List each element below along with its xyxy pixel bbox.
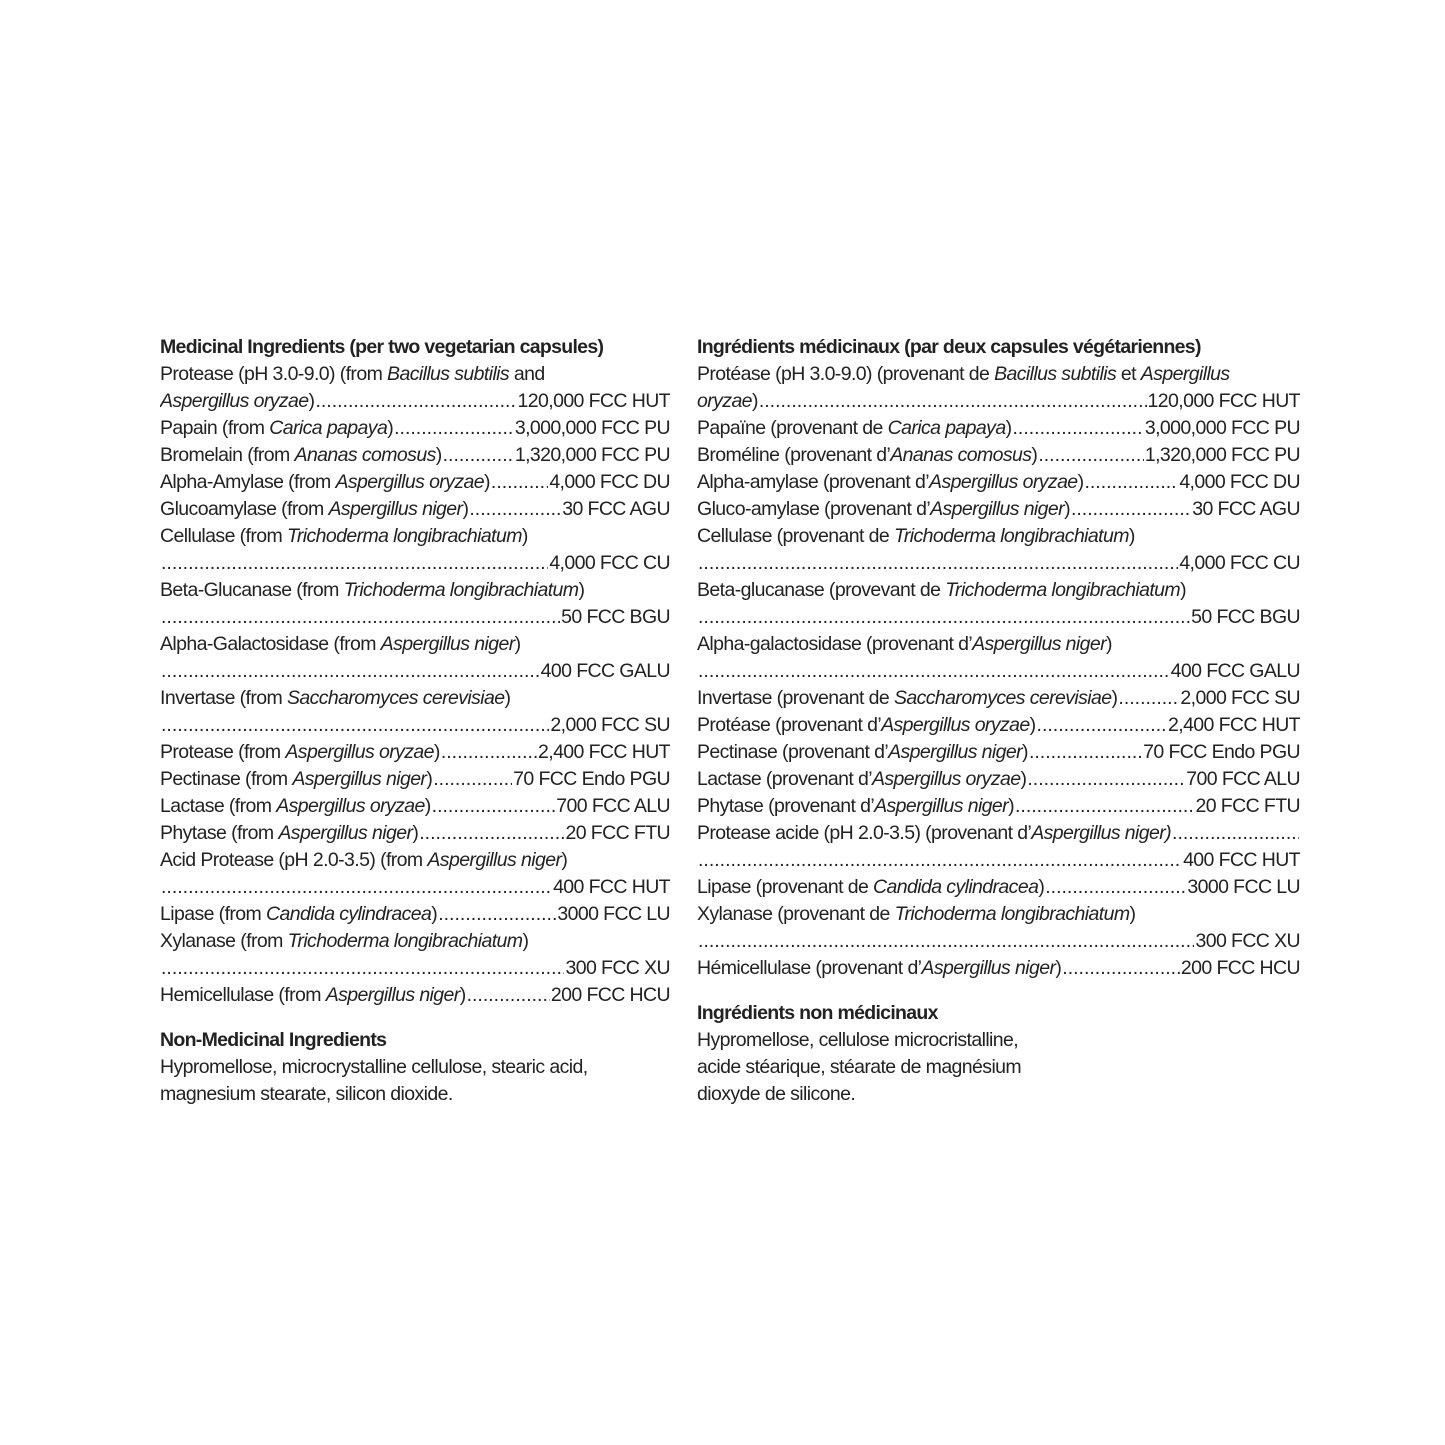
latin-name: Bacillus subtilis <box>387 363 510 385</box>
ingredient-text: ) <box>1022 741 1028 763</box>
dot-leader <box>1012 415 1143 442</box>
ingredient-text: ) <box>1031 444 1038 466</box>
ingredient-amount: 2,000 FCC SU <box>1180 687 1300 709</box>
latin-name: Aspergillus niger <box>427 849 562 871</box>
english-column <box>160 334 670 1108</box>
dot-leader <box>432 793 556 820</box>
ingredient-amount: 300 FCC XU <box>565 957 670 979</box>
ingredient-text-line <box>697 631 1300 658</box>
latin-name: Ananas comosus <box>294 444 436 466</box>
medicinal-ingredients-list <box>160 361 670 1009</box>
dot-leader <box>698 550 1178 577</box>
ingredient-name <box>160 496 468 523</box>
latin-name: Aspergillus niger <box>972 633 1107 655</box>
ingredient-text-line <box>160 928 670 955</box>
medicinal-ingredients-heading: Medicinal Ingredients (per two vegetarian capsules) <box>160 336 604 358</box>
ingredient-name <box>697 712 1036 739</box>
ingredient-text: Alpha-galactosidase (provenant d’ <box>697 633 973 655</box>
ingredient-entry <box>160 820 670 847</box>
ingredient-text: Lactase (provenant d’ <box>697 768 872 790</box>
section-gap <box>160 1009 670 1027</box>
ingredient-entry <box>697 496 1300 523</box>
ingredient-entry <box>697 820 1300 847</box>
latin-name: Aspergillus niger <box>292 768 427 790</box>
ingredient-amount: 20 FCC FTU <box>565 822 670 844</box>
ingredient-amount: 20 FCC FTU <box>1195 795 1300 817</box>
ingredient-amount: 3,000,000 FCC PU <box>1144 417 1300 439</box>
dot-leader <box>469 496 561 523</box>
dot-leader <box>1084 469 1178 496</box>
dot-leader <box>161 955 564 982</box>
latin-name: Aspergillus niger <box>380 633 515 655</box>
ingredient-amount: 3,000,000 FCC PU <box>514 417 670 439</box>
ingredient-name <box>160 982 466 1009</box>
ingredient-text: Acid Protease (pH 2.0-3.5) (from <box>160 849 428 871</box>
latin-name: Carica papaya <box>887 417 1006 439</box>
ingredient-entry <box>160 793 670 820</box>
non-medicinal-line: dioxyde de silicone. <box>697 1083 856 1105</box>
ingredient-entry <box>697 739 1300 766</box>
ingredient-text: ) <box>308 390 315 412</box>
dot-leader <box>1045 874 1186 901</box>
ingredient-name <box>697 955 1061 982</box>
ingredient-text: ) <box>433 741 440 763</box>
ingredient-text: Protéase (provenant d’ <box>697 714 882 736</box>
ingredient-text: et <box>1116 363 1141 385</box>
latin-name: Aspergillus oryzae <box>871 768 1021 790</box>
ingredient-text: ) <box>578 579 585 601</box>
ingredient-text: ) <box>1129 903 1136 925</box>
latin-name: Aspergillus niger) <box>1031 822 1172 844</box>
ingredient-amount: 2,400 FCC HUT <box>1168 714 1300 736</box>
ingredient-entry <box>697 712 1300 739</box>
ingredient-name <box>697 820 1171 847</box>
latin-name: Trichoderma longibrachiatum <box>893 525 1129 547</box>
ingredient-amount: 70 FCC Endo PGU <box>513 768 670 790</box>
ingredient-entry <box>160 766 670 793</box>
ingredient-entry <box>160 469 670 496</box>
dot-leader <box>1062 955 1180 982</box>
latin-name: Aspergillus oryzae <box>335 471 484 493</box>
dot-leader <box>1027 766 1185 793</box>
ingredient-text: Xylanase (provenant de <box>697 903 895 925</box>
ingredient-name <box>697 525 1135 547</box>
latin-name: Trichoderma longibrachiatum <box>894 903 1130 925</box>
ingredient-text-line <box>160 631 670 658</box>
ingredient-name <box>697 579 1186 601</box>
dot-leader <box>161 712 549 739</box>
latin-name: Trichoderma longibrachiatum <box>286 525 522 547</box>
ingredient-text: and <box>509 363 545 385</box>
ingredient-amount: 70 FCC Endo PGU <box>1143 741 1300 763</box>
ingredient-entry <box>697 955 1300 982</box>
ingredient-name <box>697 766 1026 793</box>
ingredient-amount: 1,320,000 FCC PU <box>1144 444 1300 466</box>
ingredient-name <box>160 363 545 385</box>
ingredient-text: Alpha-Galactosidase (from <box>160 633 381 655</box>
ingredient-name <box>160 442 442 469</box>
ingredient-amount: 4,000 FCC CU <box>549 552 670 574</box>
ingredient-entry <box>160 874 670 901</box>
dot-leader <box>161 550 548 577</box>
ingredient-text-line <box>697 901 1300 928</box>
latin-name: Trichoderma longibrachiatum <box>287 930 523 952</box>
ingredient-amount: 3000 FCC LU <box>1187 876 1300 898</box>
ingredient-entry <box>160 901 670 928</box>
ingredient-text-line <box>160 361 670 388</box>
dot-leader <box>467 982 550 1009</box>
ingredient-name <box>697 496 1070 523</box>
ingredient-text: Cellulase (provenant de <box>697 525 894 547</box>
ingredient-name <box>697 685 1117 712</box>
ingredient-name <box>697 469 1083 496</box>
ingredient-name <box>697 633 1112 655</box>
ingredient-entry <box>697 604 1300 631</box>
dot-leader <box>698 604 1190 631</box>
latin-name: Aspergillus niger <box>278 822 413 844</box>
latin-name: Aspergillus niger <box>930 498 1065 520</box>
latin-name: Saccharomyces cerevisiae <box>286 687 505 709</box>
ingredient-entry <box>697 658 1300 685</box>
ingredient-text: Hemicellulase (from <box>160 984 326 1006</box>
dot-leader <box>161 874 552 901</box>
ingredient-entry <box>160 415 670 442</box>
latin-name: Trichoderma longibrachiatum <box>343 579 579 601</box>
section-gap <box>697 982 1300 1000</box>
ingredient-text: ) <box>1020 768 1027 790</box>
ingredient-entry <box>160 442 670 469</box>
latin-name: Candida cylindracea <box>266 903 432 925</box>
ingredient-entry <box>697 550 1300 577</box>
french-column <box>697 334 1300 1108</box>
ingredient-amount: 4,000 FCC DU <box>1179 471 1300 493</box>
dot-leader <box>161 658 540 685</box>
ingredient-amount: 50 FCC BGU <box>561 606 670 628</box>
ingredient-amount: 4,000 FCC DU <box>549 471 670 493</box>
dot-leader <box>1071 496 1191 523</box>
ingredient-text: ) <box>431 903 438 925</box>
dot-leader <box>441 739 537 766</box>
dot-leader <box>698 658 1170 685</box>
ingredient-text: ) <box>1111 687 1118 709</box>
latin-name: Aspergillus niger <box>325 984 460 1006</box>
ingredient-name <box>697 442 1037 469</box>
ingredient-entry <box>697 793 1300 820</box>
dot-leader <box>1015 793 1195 820</box>
ingredient-text: Alpha-amylase (provenant d’ <box>697 471 930 493</box>
ingredient-text: Phytase (from <box>160 822 279 844</box>
latin-name: Aspergillus <box>1140 363 1230 385</box>
dot-leader <box>443 442 514 469</box>
ingredient-text: ) <box>435 444 442 466</box>
ingredients-medicinaux-heading: Ingrédients médicinaux (par deux capsules végétariennes) <box>697 336 1201 358</box>
ingredient-text: Papaïne (provenant de <box>697 417 888 439</box>
ingredient-entry <box>697 442 1300 469</box>
ingredient-name <box>160 415 393 442</box>
ingredient-text: Protease acide (pH 2.0-3.5) (provenant d’ <box>697 822 1032 844</box>
ingredient-amount: 4,000 FCC CU <box>1179 552 1300 574</box>
ingredient-amount: 50 FCC BGU <box>1191 606 1300 628</box>
ingredient-amount: 700 FCC ALU <box>556 795 670 817</box>
ingredient-entry <box>160 982 670 1009</box>
dot-leader <box>759 388 1147 415</box>
ingredient-text-line <box>697 361 1300 388</box>
ingredient-amount: 200 FCC HCU <box>1180 957 1300 979</box>
ingredient-text: ) <box>1008 795 1014 817</box>
ingredient-text: ) <box>521 525 528 547</box>
ingredient-entry <box>160 739 670 766</box>
ingredient-amount: 400 FCC HUT <box>553 876 670 898</box>
ingredient-text: ) <box>459 984 466 1006</box>
ingredient-name <box>697 415 1011 442</box>
ingredient-entry <box>697 928 1300 955</box>
ingredient-text: Hémicellulase (provenant d’ <box>697 957 922 979</box>
ingredient-name <box>160 793 431 820</box>
ingredient-entry <box>160 388 670 415</box>
non-medicinal-ingredients-heading: Non-Medicinal Ingredients <box>160 1029 387 1051</box>
ingredient-amount: 3000 FCC LU <box>557 903 670 925</box>
ingredient-entry <box>160 604 670 631</box>
latin-name: Aspergillus niger <box>888 741 1023 763</box>
dot-leader <box>315 388 516 415</box>
ingredient-name <box>697 874 1044 901</box>
ingredient-text: Papain (from <box>160 417 270 439</box>
ingredient-name <box>160 930 528 952</box>
latin-name: oryzae <box>697 390 752 412</box>
ingredient-name <box>160 633 521 655</box>
ingredient-text: ) <box>1064 498 1070 520</box>
dot-leader <box>1172 820 1299 847</box>
ingredient-text: Lipase (provenant de <box>697 876 874 898</box>
ingredient-text: Cellulase (from <box>160 525 287 547</box>
ingredient-entry <box>697 874 1300 901</box>
latin-name: Carica papaya <box>269 417 388 439</box>
ingredient-text-line <box>697 577 1300 604</box>
ingredients-medicinaux-list <box>697 361 1300 982</box>
ingredient-text: ) <box>561 849 568 871</box>
latin-name: Aspergillus oryzae <box>160 390 309 412</box>
ingredient-text: Invertase (from <box>160 687 287 709</box>
latin-name: Aspergillus oryzae <box>929 471 1078 493</box>
ingredient-text: Bromelain (from <box>160 444 295 466</box>
ingredient-text: ) <box>751 390 758 412</box>
ingredient-text-line <box>160 685 670 712</box>
ingredient-text: Xylanase (from <box>160 930 288 952</box>
ingredient-name <box>160 766 432 793</box>
ingredient-text: ) <box>426 768 433 790</box>
ingredient-text: Beta-Glucanase (from <box>160 579 344 601</box>
ingredient-text: ) <box>1077 471 1084 493</box>
ingredient-text: Pectinase (from <box>160 768 293 790</box>
latin-name: Aspergillus niger <box>921 957 1056 979</box>
ingredient-text: ) <box>412 822 419 844</box>
latin-name: Aspergillus niger <box>874 795 1009 817</box>
ingredient-entry <box>160 658 670 685</box>
ingredient-text: Glucoamylase (from <box>160 498 329 520</box>
dot-leader <box>419 820 564 847</box>
ingredient-text: ) <box>424 795 431 817</box>
non-medicinal-line: Hypromellose, microcrystalline cellulose, stearic acid, <box>160 1056 588 1078</box>
ingredient-amount: 120,000 FCC HUT <box>517 390 670 412</box>
ingredient-text: Protéase (pH 3.0-9.0) (provenant de <box>697 363 995 385</box>
ingredient-text: ) <box>1029 714 1036 736</box>
ingredient-entry <box>697 388 1300 415</box>
ingredient-text: Invertase (provenant de <box>697 687 894 709</box>
ingredient-text: Protease (from <box>160 741 286 763</box>
ingredient-name <box>697 793 1014 820</box>
ingredient-text: ) <box>504 687 511 709</box>
ingredient-name <box>697 903 1135 925</box>
ingredient-entry <box>160 712 670 739</box>
ingredient-text: ) <box>1106 633 1112 655</box>
ingredient-entry <box>697 847 1300 874</box>
ingredient-text-line <box>160 577 670 604</box>
ingredient-text: Gluco-amylase (provenant d’ <box>697 498 931 520</box>
ingredient-entry <box>697 685 1300 712</box>
dot-leader <box>491 469 548 496</box>
ingredient-amount: 300 FCC XU <box>1195 930 1300 952</box>
ingredient-entry <box>697 415 1300 442</box>
latin-name: Trichoderma longibrachiatum <box>945 579 1181 601</box>
ingredient-name <box>160 525 528 547</box>
ingredient-amount: 1,320,000 FCC PU <box>514 444 670 466</box>
dot-leader <box>1037 712 1167 739</box>
ingredient-text: ) <box>1055 957 1062 979</box>
ingredient-amount: 200 FCC HCU <box>550 984 670 1006</box>
ingredient-entry <box>697 469 1300 496</box>
non-medicinal-line: acide stéarique, stéarate de magnésium <box>697 1056 1022 1078</box>
ingredient-text: ) <box>484 471 490 493</box>
ingredient-text: ) <box>1180 579 1186 601</box>
ingredient-name <box>697 739 1028 766</box>
dot-leader <box>161 604 560 631</box>
ingredient-text: Lipase (from <box>160 903 266 925</box>
ingredient-name <box>160 849 567 871</box>
ingredient-text: Pectinase (provenant d’ <box>697 741 889 763</box>
ingredient-text: Alpha-Amylase (from <box>160 471 336 493</box>
latin-name: Aspergillus oryzae <box>881 714 1030 736</box>
ingredient-amount: 400 FCC GALU <box>540 660 670 682</box>
ingredient-name <box>160 901 437 928</box>
ingredient-text: ) <box>522 930 529 952</box>
ingredient-amount: 400 FCC HUT <box>1183 849 1300 871</box>
ingredient-amount: 120,000 FCC HUT <box>1147 390 1300 412</box>
ingredient-entry <box>160 496 670 523</box>
ingredient-text: ) <box>1038 876 1045 898</box>
ingredient-text: ) <box>387 417 394 439</box>
ingredient-amount: 2,000 FCC SU <box>550 714 670 736</box>
ingredient-name <box>160 820 418 847</box>
ingredient-text: ) <box>514 633 521 655</box>
latin-name: Aspergillus oryzae <box>276 795 425 817</box>
non-medicinal-line: Hypromellose, cellulose microcristalline, <box>697 1029 1019 1051</box>
ingredient-text: ) <box>1005 417 1012 439</box>
ingredient-text: ) <box>462 498 469 520</box>
dot-leader <box>1118 685 1179 712</box>
latin-name: Aspergillus niger <box>328 498 463 520</box>
ingredient-text: Lactase (from <box>160 795 277 817</box>
ingredient-text-line <box>160 847 670 874</box>
ingredient-name <box>697 388 758 415</box>
ingredient-text: Protease (pH 3.0-9.0) (from <box>160 363 388 385</box>
ingredient-entry <box>697 766 1300 793</box>
ingredient-name <box>160 388 314 415</box>
ingredient-text: Phytase (provenant d’ <box>697 795 875 817</box>
dot-leader <box>433 766 512 793</box>
ingredient-entry <box>160 550 670 577</box>
dot-leader <box>1029 739 1142 766</box>
ingredient-amount: 2,400 FCC HUT <box>538 741 670 763</box>
ingredient-amount: 30 FCC AGU <box>1192 498 1300 520</box>
ingredient-text: Beta-glucanase (provevant de <box>697 579 946 601</box>
dot-leader <box>1038 442 1144 469</box>
ingredient-text: ) <box>1128 525 1135 547</box>
latin-name: Aspergillus oryzae <box>285 741 434 763</box>
ingredient-name <box>160 739 440 766</box>
ingredient-entry <box>160 955 670 982</box>
dot-leader <box>698 847 1182 874</box>
latin-name: Ananas comosus <box>890 444 1032 466</box>
ingredient-name <box>160 579 584 601</box>
dot-leader <box>438 901 556 928</box>
latin-name: Candida cylindracea <box>873 876 1039 898</box>
ingredient-name <box>697 363 1230 385</box>
ingredient-text-line <box>697 523 1300 550</box>
ingredient-amount: 700 FCC ALU <box>1186 768 1300 790</box>
non-medicinal-line: magnesium stearate, silicon dioxide. <box>160 1083 453 1105</box>
latin-name: Saccharomyces cerevisiae <box>893 687 1112 709</box>
ingredient-amount: 400 FCC GALU <box>1170 660 1300 682</box>
dot-leader <box>698 928 1194 955</box>
ingredient-name <box>160 687 510 709</box>
dot-leader <box>394 415 514 442</box>
latin-name: Bacillus subtilis <box>994 363 1117 385</box>
ingredient-amount: 30 FCC AGU <box>562 498 670 520</box>
ingredient-text-line <box>160 523 670 550</box>
ingredient-name <box>160 469 490 496</box>
ingredients-non-medicinaux-heading: Ingrédients non médicinaux <box>697 1002 938 1024</box>
ingredient-text: Broméline (provenant d’ <box>697 444 891 466</box>
